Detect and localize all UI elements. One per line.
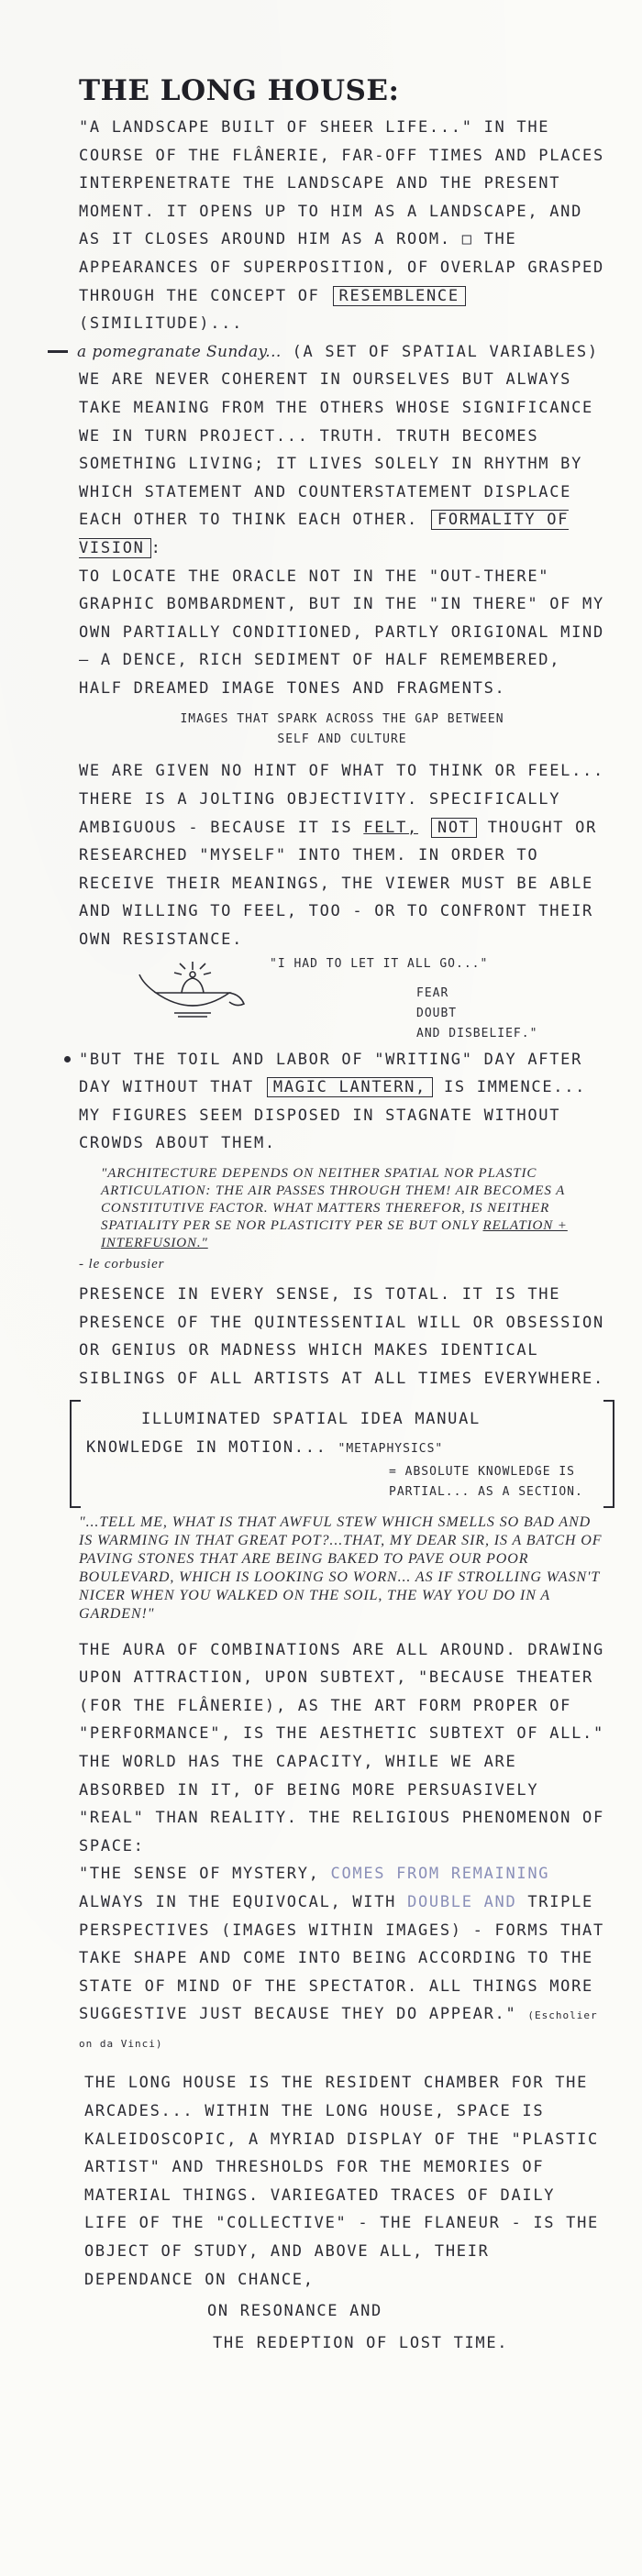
paragraph-mystery [79, 1860, 605, 2056]
corbusier-quote [79, 1165, 605, 1252]
spatial-variables-text: (A SET OF SPATIAL VARIABLES) [292, 342, 599, 361]
images-caption: IMAGES THAT SPARK ACROSS THE GAP BETWEEN SELF AND CULTURE [180, 712, 504, 747]
magic-lantern-box: MAGIC LANTERN, [267, 1077, 433, 1097]
pomegranate-line [79, 338, 605, 367]
manual-box [70, 1400, 614, 1507]
perspectives-text: TRIPLE PERSPECTIVES (IMAGES WITHIN IMAGES) - FORMS THAT TAKE SHAPE AND COME INTO BEING ACCORDING TO THE STATE OF MIND OF THE SPECTATOR. ALL THINGS MORE SUGGESTIVE JUST BECAUSE THEY DO APPEAR." [79, 1892, 604, 2024]
paragraph-truth: WE ARE NEVER COHERENT IN OURSELVES BUT ALWAYS TAKE MEANING FROM THE OTHERS WHOSE SIGNIFICANCE WE IN TURN PROJECT... TRUTH. TRUTH BECOMES SOMETHING LIVING; IT LIVES SOLELY IN RHYTHM BY WHICH STATEMENT AND COUNTERSTATEMENT DISPLACE EACH OTHER TO THINK EACH OTHER. FORMALITY OF VISION : [79, 370, 593, 557]
similitude-text: (SIMILITUDE)... [79, 314, 244, 334]
pomegranate-text: a pomegranate Sunday... [77, 342, 282, 361]
equivocal-text: ALWAYS IN THE EQUIVOCAL, WITH [79, 1892, 397, 1911]
truth-text: WE ARE NEVER COHERENT IN OURSELVES BUT ALWAYS TAKE MEANING FROM THE OTHERS WHOSE SIGNIFICANCE WE IN TURN PROJECT... TRUTH. TRUTH BECOMES SOMETHING LIVING; IT LIVES SOLELY IN RHYTHM BY WHICH STATEMENT AND COUNTERSTATEMENT DISPLACE EACH OTHER TO THINK EACH OTHER. [79, 370, 593, 530]
double-and-text: DOUBLE AND [407, 1892, 517, 1911]
objectivity-text: WE ARE GIVEN NO HINT OF WHAT TO THINK OR FEEL... THERE IS A JOLTING OBJECTIVITY. SPECIFICALLY AMBIGUOUS - BECAUSE IT IS [79, 762, 604, 837]
manual-title: ILLUMINATED SPATIAL IDEA MANUAL [141, 1410, 481, 1429]
paragraph-superposition: THE APPEARANCES OF SUPERPOSITION, OF OVERLAP GRASPED THROUGH THE CONCEPT OF [79, 230, 604, 305]
comes-from-text: COMES FROM [330, 1865, 440, 1884]
paragraph-objectivity [79, 757, 605, 953]
knowledge-text: KNOWLEDGE IN MOTION... [86, 1437, 327, 1457]
margin-mark [48, 350, 68, 353]
paragraph-toil [79, 1046, 605, 1158]
absolute-knowledge-note: = ABSOLUTE KNOWLEDGE IS PARTIAL... AS A SECTION. [389, 1464, 583, 1499]
doubt-line: DOUBT [416, 1006, 458, 1020]
corbusier-attribution: - le corbusier [79, 1257, 165, 1271]
fear-list [416, 984, 537, 1044]
relation-interfusion-text: RELATION + INTERFUSION." [101, 1218, 568, 1250]
paragraph-flanerie: IN THE COURSE OF THE FLÂNERIE, FAR-OFF TIMES AND PLACES INTERPENETRATE THE LANDSCAPE AND THE PRESENT MOMENT. IT OPENS UP TO HIM AS A LANDSCAPE, AND AS IT CLOSES AROUND HIM AS A ROOM. [79, 118, 604, 249]
page-title: THE LONG HOUSE: [79, 74, 400, 107]
mystery-text: "THE SENSE OF MYSTERY, [79, 1865, 320, 1884]
not-box: NOT [431, 818, 477, 838]
toil-text: "BUT THE TOIL AND LABOR OF "WRITING" DAY AFTER DAY WITHOUT THAT [79, 1050, 583, 1097]
intro-quote [79, 114, 605, 338]
resistance-text: THOUGHT OR RESEARCHED "MYSELF" INTO THEM. IN ORDER TO RECEIVE THEIR MEANINGS, THE VIEWER MUST BE ABLE AND WILLING TO FEEL, TOO - OR TO CONFRONT THEIR OWN RESISTANCE. [79, 818, 598, 950]
resemblance-box: RESEMBLENCE [333, 286, 466, 306]
square-bullet: □ [461, 230, 473, 249]
formality-box: FORMALITY OF VISION [79, 511, 570, 557]
paragraph-presence: PRESENCE IN EVERY SENSE, IS TOTAL. IT IS THE PRESENCE OF THE QUINTESSENTIAL WILL OR OBSESSION OR GENIUS OR MADNESS WHICH MAKES IDENTICAL SIBLINGS OF ALL ARTISTS AT ALL TIMES EVERYWHERE. [79, 1285, 604, 1388]
metaphysics-text: "METAPHYSICS" [338, 1441, 444, 1456]
bullet-dot [64, 1056, 71, 1062]
paragraph-long-house: THE LONG HOUSE IS THE RESIDENT CHAMBER FOR THE ARCADES... WITHIN THE LONG HOUSE, SPACE IS KALEIDOSCOPIC, A MYRIAD DISPLAY OF THE "PLASTIC ARTIST" AND THRESHOLDS FOR THE MEMORIES OF MATERIAL THINGS. VARIEGATED TRACES OF DAILY LIFE OF THE "COLLECTIVE" - THE FLANEUR - IS THE OBJECT OF STUDY, AND ABOVE ALL, THEIR DEPENDANCE ON CHANCE, [84, 2074, 599, 2289]
escholier-attribution: (Escholier on da Vinci) [79, 2009, 598, 2050]
final-line-resonance: ON RESONANCE AND [207, 2302, 382, 2321]
fear-line: FEAR [416, 985, 449, 1000]
remaining-text: REMAINING [450, 1865, 550, 1884]
paragraph-aura: THE AURA OF COMBINATIONS ARE ALL AROUND. DRAWING UPON ATTRACTION, UPON SUBTEXT, "BECAUSE THEATER (FOR THE FLÂNERIE), AS THE ART FORM PROPER OF "PERFORMANCE", IS THE AESTHETIC SUBTEXT OF ALL." THE WORLD HAS THE CAPACITY, WHILE WE ARE ABSORBED IN IT, OF BEING MORE PERSUASIVELY "REAL" THAN REALITY. THE RELIGIOUS PHENOMENON OF SPACE: [79, 1640, 604, 1855]
manual-line [86, 1434, 598, 1462]
lamp-quote: "I HAD TO LET IT ALL GO..." [270, 956, 489, 971]
paragraph-oracle: TO LOCATE THE ORACLE NOT IN THE "OUT-THERE" GRAPHIC BOMBARDMENT, BUT IN THE "IN THERE" OF MY OWN PARTIALLY CONDITIONED, PARTLY ORIGIONAL MIND — A DENCE, RICH SEDIMENT OF HALF REMEMBERED, HALF DREAMED IMAGE TONES AND FRAGMENTS. [79, 567, 604, 698]
felt-text: FELT, [363, 818, 418, 837]
disbelief-line: AND DISBELIEF." [416, 1026, 538, 1040]
lamp-section [79, 956, 605, 1040]
corbusier-quote-text: "ARCHITECTURE DEPENDS ON NEITHER SPATIAL NOR PLASTIC ARTICULATION: THE AIR PASSES THROUGH THEM! AIR BECOMES A CONSTITUTIVE FACTOR. WHAT MATTERS THEREFOR, IS NEITHER SPATIALITY PER SE NOR PLASTICITY PER SE BUT ONLY [101, 1166, 565, 1233]
magic-lamp-icon [138, 956, 248, 1029]
intro-quote-text: "A LANDSCAPE BUILT OF SHEER LIFE..." [79, 118, 473, 137]
final-line-lost-time: THE REDEPTION OF LOST TIME. [213, 2333, 509, 2352]
stagnate-text: IS IMMENCE... MY FIGURES SEEM DISPOSED IN STAGNATE WITHOUT CROWDS ABOUT THEM. [79, 1078, 587, 1153]
stew-dialogue: "...TELL ME, WHAT IS THAT AWFUL STEW WHICH SMELLS SO BAD AND IS WARMING IN THAT GREAT POT?...THAT, MY DEAR SIR, IS A BATCH OF PAVING STONES THAT ARE BEING BAKED TO PAVE OUR POOR BOULEVARD, WHICH IS LOOKING SO WORN... AS IF STROLLING WASN'T NICER WHEN YOU WALKED ON THE SOIL, THE WAY YOU DO IN A GARDEN!" [79, 1514, 603, 1622]
